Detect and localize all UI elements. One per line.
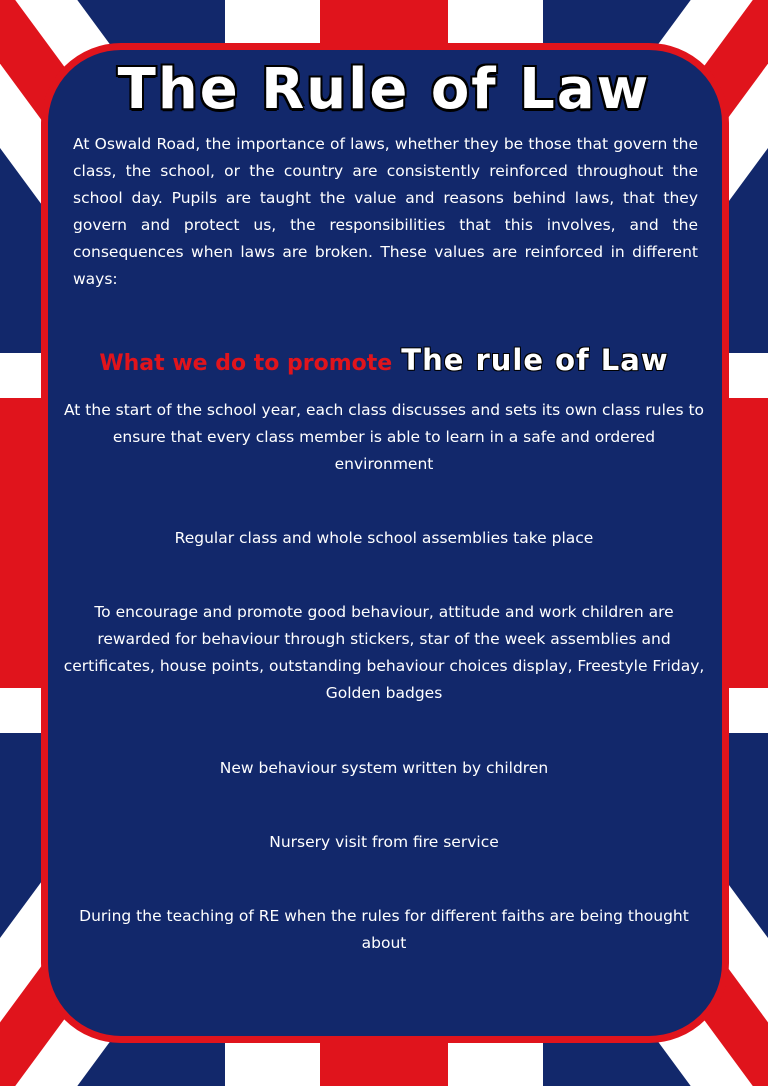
- page-title: The Rule of Law: [117, 57, 651, 122]
- intro-paragraph: At Oswald Road, the importance of laws, whether they be those that govern the class, the school, or the country are consistently reinforced throughout the school day. Pupils are taught the value and reasons behind laws, that they govern and protect us, the responsibilities that this involves, and the consequences when laws are broken. These values are reinforced in different ways:: [73, 135, 698, 288]
- list-item: New behaviour system written by children: [219, 759, 549, 777]
- list-item: During the teaching of RE when the rules for different faiths are being thought about: [79, 907, 689, 952]
- section-subheading: [60, 340, 708, 384]
- list-item: Nursery visit from fire service: [269, 833, 499, 851]
- subheading-part-1: What we do to promote: [99, 351, 393, 376]
- list-item: Regular class and whole school assemblies take place: [174, 529, 594, 547]
- list-item: To encourage and promote good behaviour, attitude and work children are rewarded for behaviour through stickers, star of the week assemblies and certificates, house points, outstanding behaviour choices display, Freestyle Friday, Golden badges: [63, 603, 705, 702]
- list-item: At the start of the school year, each class discusses and sets its own class rules to ensure that every class member is able to learn in a safe and ordered environment: [63, 401, 705, 473]
- subheading-part-2: The rule of Law: [401, 343, 669, 377]
